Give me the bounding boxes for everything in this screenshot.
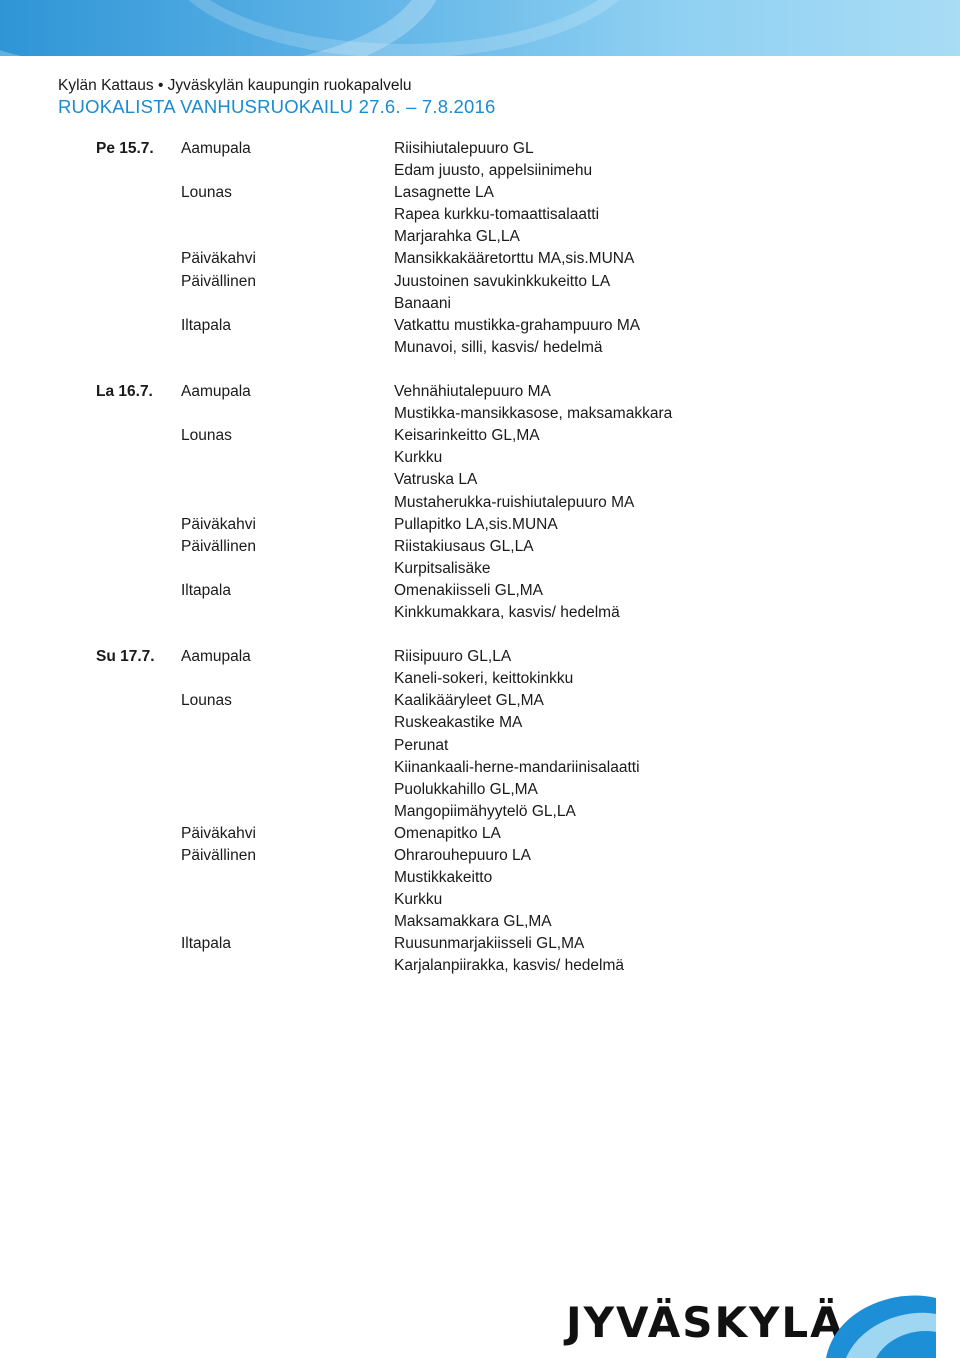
menu-row bbox=[0, 668, 960, 690]
dish-item: Kiinankaali-herne-mandariinisalaatti bbox=[394, 758, 640, 776]
menu-row bbox=[0, 911, 960, 933]
day-block bbox=[0, 138, 960, 359]
meal-label: Aamupala bbox=[181, 648, 251, 666]
dish-item: Kaneli-sokeri, keittokinkku bbox=[394, 670, 574, 688]
menu-row bbox=[0, 779, 960, 801]
meal-label: Päivällinen bbox=[181, 847, 256, 864]
dish-item: Mustaherukka-ruishiutalepuuro MA bbox=[394, 493, 635, 511]
meal-label: Lounas bbox=[181, 692, 232, 710]
menu-row bbox=[0, 403, 960, 425]
dish-item: Munavoi, silli, kasvis/ hedelmä bbox=[394, 338, 603, 356]
menu-row bbox=[0, 646, 960, 668]
dish-item: Riisipuuro GL,LA bbox=[394, 648, 512, 666]
meal-label: Päivällinen bbox=[181, 537, 256, 555]
dish-item: Kaalikääryleet GL,MA bbox=[394, 692, 544, 710]
jyvaskyla-logo bbox=[566, 1296, 936, 1358]
meal-label: Iltapala bbox=[181, 581, 231, 599]
day-date: La 16.7. bbox=[96, 383, 153, 401]
meal-label: Iltapala bbox=[181, 935, 231, 953]
menu-row bbox=[0, 801, 960, 823]
dish-item: Riistakiusaus GL,LA bbox=[394, 537, 534, 555]
menu-row bbox=[0, 425, 960, 447]
menu-row bbox=[0, 536, 960, 558]
menu-row bbox=[0, 138, 960, 160]
dish-item: Kurkku bbox=[394, 449, 443, 467]
meal-label: Aamupala bbox=[181, 140, 251, 157]
dish-item: Mustikka-mansikkasose, maksamakkara bbox=[394, 405, 673, 423]
page-title: RUOKALISTA VANHUSRUOKAILU 27.6. – 7.8.2016 bbox=[58, 96, 496, 117]
menu-row bbox=[0, 447, 960, 469]
dish-item: Ruskeakastike MA bbox=[394, 714, 523, 732]
menu-row bbox=[0, 293, 960, 315]
dish-item: Edam juusto, appelsiinimehu bbox=[394, 162, 593, 180]
menu-row bbox=[0, 469, 960, 491]
dish-item: Ruusunmarjakiisseli GL,MA bbox=[394, 935, 585, 953]
menu-row bbox=[0, 690, 960, 712]
meal-label: Aamupala bbox=[181, 383, 251, 401]
dish-item: Banaani bbox=[394, 294, 451, 312]
menu-row bbox=[0, 204, 960, 226]
menu-row bbox=[0, 867, 960, 889]
dish-item: Vatkattu mustikka-grahampuuro MA bbox=[394, 316, 641, 334]
dish-item: Vehnähiutalepuuro MA bbox=[394, 383, 551, 401]
dish-item: Keisarinkeitto GL,MA bbox=[394, 427, 540, 445]
dish-item: Mansikkakääretorttu MA,sis.MUNA bbox=[394, 250, 635, 268]
menu-row bbox=[0, 381, 960, 403]
day-block bbox=[0, 381, 960, 624]
menu-row bbox=[0, 315, 960, 337]
meal-label: Lounas bbox=[181, 184, 232, 202]
day-block bbox=[0, 646, 960, 977]
dish-item: Omenakiisseli GL,MA bbox=[394, 581, 544, 599]
meal-label: Päiväkahvi bbox=[181, 824, 256, 842]
day-date: Pe 15.7. bbox=[96, 140, 154, 157]
menu-row bbox=[0, 514, 960, 536]
menu-row bbox=[0, 845, 960, 867]
meal-label: Päivällinen bbox=[181, 272, 256, 290]
dish-item: Kinkkumakkara, kasvis/ hedelmä bbox=[394, 603, 620, 621]
menu-row bbox=[0, 492, 960, 514]
menu-row bbox=[0, 889, 960, 911]
organization-line: Kylän Kattaus • Jyväskylän kaupungin ruokapalvelu bbox=[58, 77, 412, 94]
meal-label: Päiväkahvi bbox=[181, 250, 256, 268]
page-header bbox=[58, 76, 496, 118]
dish-item: Karjalanpiirakka, kasvis/ hedelmä bbox=[394, 957, 625, 975]
dish-item: Omenapitko LA bbox=[394, 824, 501, 842]
dish-item: Juustoinen savukinkkukeitto LA bbox=[394, 272, 611, 290]
menu-row bbox=[0, 337, 960, 359]
meal-label: Iltapala bbox=[181, 316, 231, 334]
menu-row bbox=[0, 823, 960, 845]
dish-item: Puolukkahillo GL,MA bbox=[394, 780, 538, 798]
menu-list bbox=[0, 138, 960, 978]
meal-label: Lounas bbox=[181, 427, 232, 445]
dish-item: Perunat bbox=[394, 736, 449, 754]
menu-row bbox=[0, 271, 960, 293]
header-banner bbox=[0, 0, 960, 56]
dish-item: Mustikkakeitto bbox=[394, 869, 493, 887]
dish-item: Vatruska LA bbox=[394, 471, 478, 489]
day-spacer bbox=[0, 359, 960, 381]
dish-item: Ohrarouhepuuro LA bbox=[394, 847, 532, 864]
dish-item: Rapea kurkku-tomaattisalaatti bbox=[394, 206, 600, 224]
dish-item: Kurkku bbox=[394, 891, 443, 909]
meal-label: Päiväkahvi bbox=[181, 515, 256, 533]
menu-row bbox=[0, 160, 960, 182]
dish-item: Pullapitko LA,sis.MUNA bbox=[394, 515, 558, 533]
dish-item: Maksamakkara GL,MA bbox=[394, 913, 552, 931]
menu-row bbox=[0, 226, 960, 248]
menu-row bbox=[0, 735, 960, 757]
menu-row bbox=[0, 933, 960, 955]
menu-row bbox=[0, 248, 960, 270]
menu-row bbox=[0, 757, 960, 779]
dish-item: Mangopiimähyytelö GL,LA bbox=[394, 802, 576, 820]
dish-item: Marjarahka GL,LA bbox=[394, 228, 520, 246]
menu-row bbox=[0, 712, 960, 734]
dish-item: Riisihiutalepuuro GL bbox=[394, 140, 534, 157]
day-spacer bbox=[0, 624, 960, 646]
dish-item: Kurpitsalisäke bbox=[394, 559, 491, 577]
menu-row bbox=[0, 558, 960, 580]
jyvaskyla-logo-icon bbox=[806, 1288, 936, 1358]
menu-row bbox=[0, 955, 960, 977]
menu-row bbox=[0, 182, 960, 204]
menu-row bbox=[0, 580, 960, 602]
dish-item: Lasagnette LA bbox=[394, 184, 494, 202]
day-date: Su 17.7. bbox=[96, 648, 155, 666]
menu-row bbox=[0, 602, 960, 624]
logo-wordmark: JYVÄSKYLÄ bbox=[566, 1298, 845, 1347]
